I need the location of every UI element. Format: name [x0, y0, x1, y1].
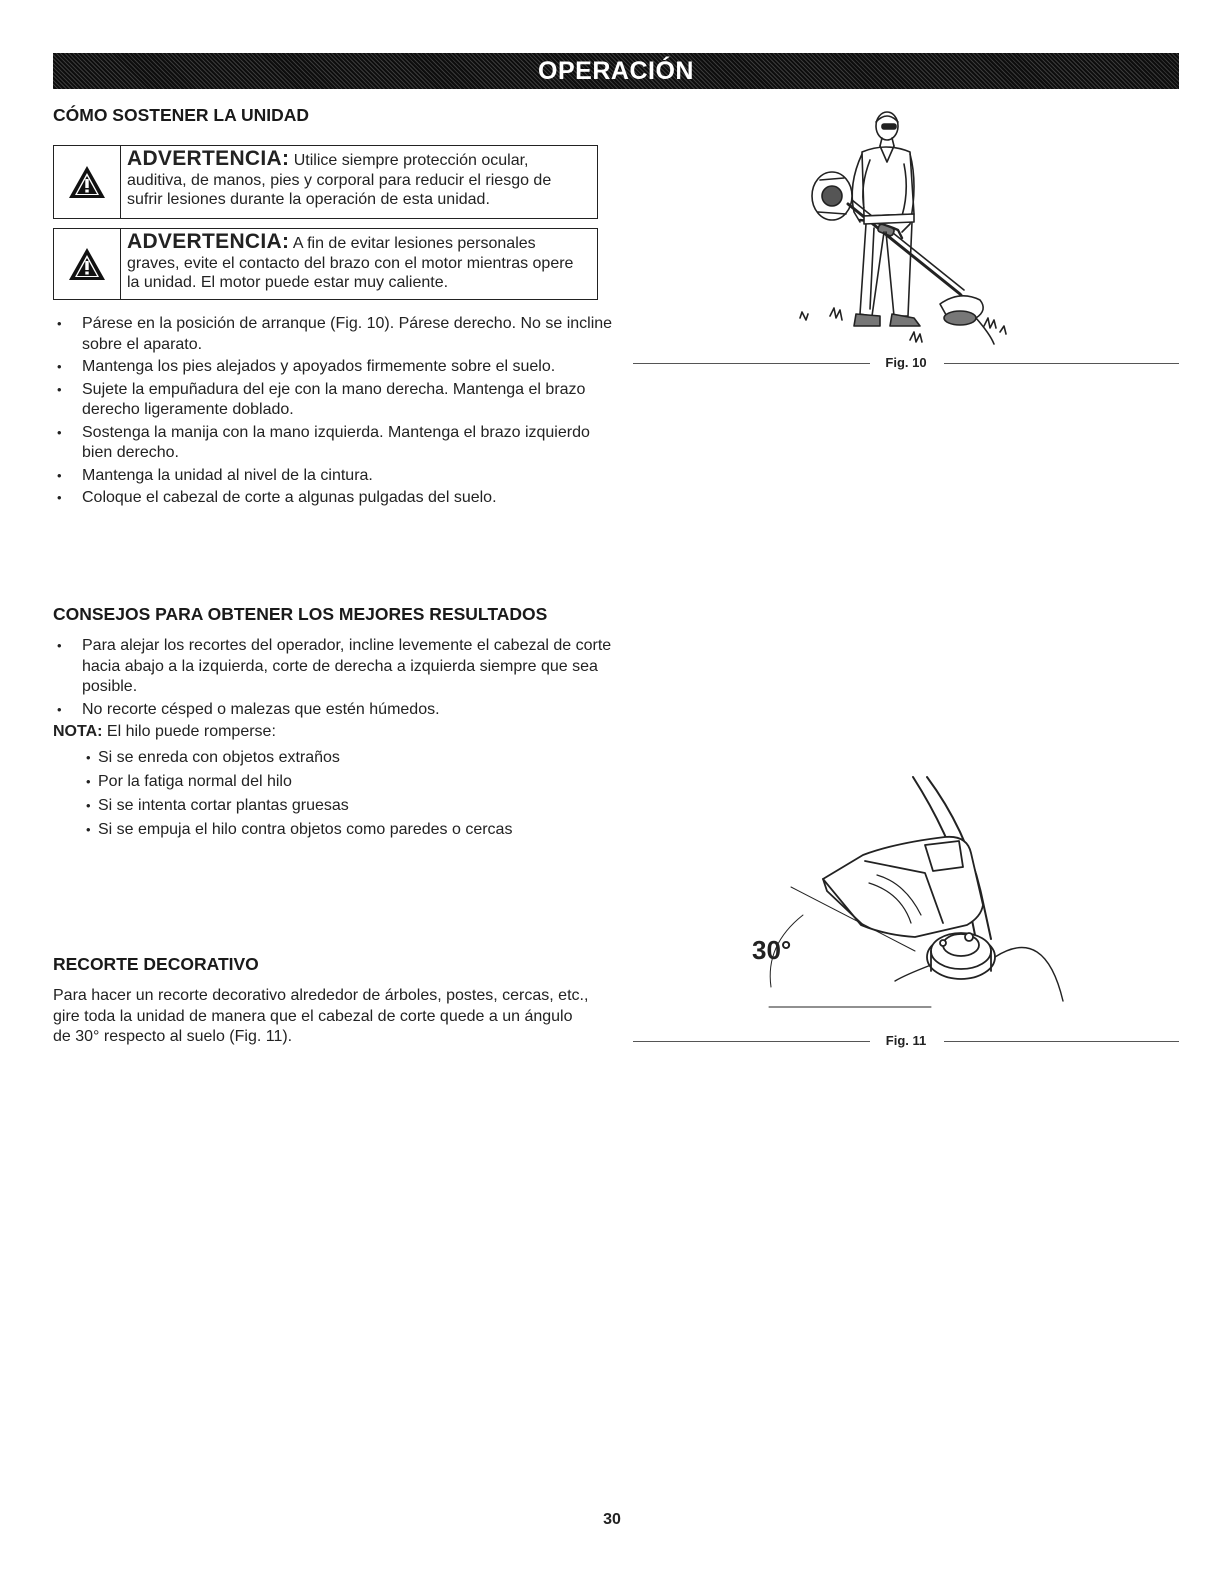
list-item: • Mantenga los pies alejados y apoyados firmemente sobre el suelo. — [53, 357, 613, 378]
section-heading-tips: CONSEJOS PARA OBTENER LOS MEJORES RESULTADOS — [53, 604, 548, 624]
warning-box-engine-heat — [53, 228, 598, 300]
section-heading-decorative: RECORTE DECORATIVO — [53, 954, 259, 974]
note-sub-list — [86, 746, 512, 842]
caption-rule — [944, 363, 1179, 364]
note-label: NOTA: — [53, 723, 103, 740]
warning-body: Utilice siempre protección ocular, auditiva, de manos, pies y corporal para reducir el riesgo de sufrir lesiones durante la operación de esta unidad. — [127, 152, 552, 208]
fig11-caption-line — [633, 1032, 1179, 1052]
note-text: El hilo puede romperse: — [102, 723, 276, 740]
fig10-operator-illustration — [790, 104, 1020, 354]
list-item: • Si se intenta cortar plantas gruesas — [86, 794, 512, 818]
section-banner — [53, 53, 1179, 89]
caption-rule — [944, 1041, 1179, 1042]
list-item: • Coloque el cabezal de corte a algunas pulgadas del suelo. — [53, 488, 613, 509]
note-line — [53, 723, 276, 741]
list-item: • Sostenga la manija con la mano izquierda. Mantenga el brazo izquierdo bien derecho. — [53, 423, 613, 464]
list-item: • Por la fatiga normal del hilo — [86, 770, 512, 794]
fig11-caption: Fig. 11 — [885, 1033, 927, 1048]
tips-list — [53, 636, 613, 722]
warning-triangle-icon — [54, 229, 121, 299]
list-item: • Párese en la posición de arranque (Fig. 10). Párese derecho. No se incline sobre el aparato. — [53, 314, 613, 355]
list-item: • Para alejar los recortes del operador, incline levemente el cabezal de corte hacia abajo a la izquierda, corte de derecha a izquierda siempre que sea posible. — [53, 636, 613, 698]
list-item: • Mantenga la unidad al nivel de la cintura. — [53, 466, 613, 487]
section-heading-holding: CÓMO SOSTENER LA UNIDAD — [53, 105, 310, 125]
page-number: 30 — [603, 1511, 621, 1528]
warning-body: A fin de evitar lesiones personales graves, evite el contacto del brazo con el motor mientras opere la unidad. El motor puede estar muy caliente. — [127, 235, 574, 291]
decorative-paragraph: Para hacer un recorte decorativo alrededor de árboles, postes, cercas, etc., gire toda la unidad de manera que el cabezal de corte quede a un ángulo de 30° respecto al suelo (Fig. 11). — [53, 987, 589, 1045]
warning-triangle-icon — [54, 146, 121, 218]
list-item: • No recorte césped o malezas que estén húmedos. — [53, 700, 613, 721]
list-item: • Si se empuja el hilo contra objetos como paredes o cercas — [86, 818, 512, 842]
fig11-angle-illustration — [745, 775, 1085, 1035]
holding-instructions-list — [53, 314, 613, 511]
fig11-angle-label: 30° — [752, 935, 792, 965]
warning-text — [121, 229, 597, 299]
banner-title: OPERACIÓN — [538, 56, 694, 85]
warning-label: ADVERTENCIA: — [127, 147, 290, 170]
warning-label: ADVERTENCIA: — [127, 230, 290, 253]
list-item: • Si se enreda con objetos extraños — [86, 746, 512, 770]
fig10-caption: Fig. 10 — [885, 355, 927, 370]
warning-text — [121, 146, 597, 218]
warning-box-protection — [53, 145, 598, 219]
fig10-caption-line — [633, 354, 1179, 374]
list-item: • Sujete la empuñadura del eje con la mano derecha. Mantenga el brazo derecho ligeramente doblado. — [53, 380, 613, 421]
